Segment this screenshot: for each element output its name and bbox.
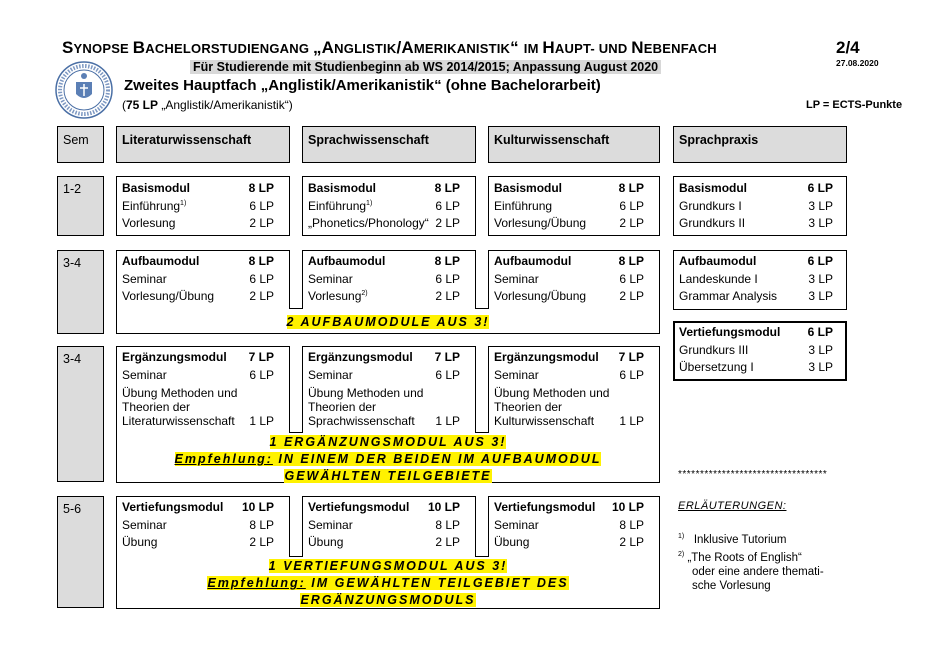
ergaenzungsmodul-literatur: Ergänzungsmodul 7 LP Seminar 6 LP Übung Methoden und Theorien der Literaturwissenschaft 1 LP <box>122 350 274 428</box>
column-header-sprachpraxis: Sprachpraxis <box>673 126 847 163</box>
ergaenzung-banner: 1 ERGÄNZUNGSMODUL AUS 3! Empfehlung: IN EINEM DER BEIDEN IM AUFBAUMODUL GEWÄHLTEN TEILGEBIETE <box>174 435 602 483</box>
aufbaumodul-kultur: Aufbaumodul 8 LP Seminar 6 LP Vorlesung/Übung 2 LP <box>494 254 644 303</box>
basismodul-kultur: Basismodul 8 LP Einführung 6 LP Vorlesung/Übung 2 LP <box>494 181 644 230</box>
sem-label-1-2: 1-2 <box>57 176 104 236</box>
document-subtitle: Für Studierende mit Studienbeginn ab WS 2014/2015; Anpassung August 2020 <box>190 60 661 74</box>
aufbaumodul-praxis: Aufbaumodul 6 LP Landeskunde I 3 LP Grammar Analysis 3 LP <box>679 254 833 303</box>
sem-label-3-4-ergaenzung: 3-4 <box>57 346 104 482</box>
aufbaumodul-literatur: Aufbaumodul 8 LP Seminar 6 LP Vorlesung/Übung 2 LP <box>122 254 274 303</box>
column-header-literatur: Literaturwissenschaft <box>116 126 290 163</box>
basismodul-praxis: Basismodul 6 LP Grundkurs I 3 LP Grundkurs II 3 LP <box>679 181 833 230</box>
column-header-kultur: Kulturwissenschaft <box>488 126 660 163</box>
aufbaumodul-sprach: Aufbaumodul 8 LP Seminar 6 LP Vorlesung$^{2)}$ 2 LP <box>308 254 460 303</box>
vertiefungsmodul-sprach: Vertiefungsmodul 10 LP Seminar 8 LP Übung 2 LP <box>308 500 460 549</box>
separator-stars: ********************************** <box>678 469 828 480</box>
column-header-sprach: Sprachwissenschaft <box>302 126 476 163</box>
footnote-2: $^{2)}$ „The Roots of English“ oder eine andere themati- sche Vorlesung <box>678 551 824 592</box>
aufbau-banner: 2 AUFBAUMODULE AUS 3! <box>286 315 490 329</box>
column-header-sem: Sem <box>57 126 104 163</box>
page-number: 2/4 <box>836 38 860 57</box>
document-title: SYNOPSE BACHELORSTUDIENGANG „ANGLISTIK/AMERIKANISTIK“ IM HAUPT- UND NEBENFACH <box>62 38 717 57</box>
ergaenzungsmodul-sprach: Ergänzungsmodul 7 LP Seminar 6 LP Übung Methoden und Theorien der Sprachwissenschaft 1 LP <box>308 350 460 428</box>
lp-legend: LP = ECTS-Punkte <box>806 99 903 111</box>
notes-title: ERLÄUTERUNGEN: <box>678 500 787 512</box>
vertiefungsmodul-praxis: Vertiefungsmodul 6 LP Grundkurs III 3 LP Übersetzung I 3 LP <box>679 325 833 374</box>
sem-label-5-6: 5-6 <box>57 496 104 608</box>
sem-label-3-4-aufbau: 3-4 <box>57 250 104 334</box>
vertiefungsmodul-kultur: Vertiefungsmodul 10 LP Seminar 8 LP Übung 2 LP <box>494 500 644 549</box>
footnote-1: $^{1)}$ Inklusive Tutorium <box>678 533 787 546</box>
document-date: 27.08.2020 <box>836 58 879 68</box>
section-subheading: (75 LP „Anglistik/Amerikanistik“) <box>122 98 293 112</box>
ergaenzungsmodul-kultur: Ergänzungsmodul 7 LP Seminar 6 LP Übung Methoden und Theorien der Kulturwissenschaft 1 LP <box>494 350 644 428</box>
basismodul-literatur: Basismodul 8 LP Einführung$^{1)}$ 6 LP Vorlesung 2 LP <box>122 181 274 230</box>
vertiefungsmodul-literatur: Vertiefungsmodul 10 LP Seminar 8 LP Übung 2 LP <box>122 500 274 549</box>
basismodul-sprach: Basismodul 8 LP Einführung$^{1)}$ 6 LP „Phonetics/Phonology“ 2 LP <box>308 181 460 230</box>
section-heading: Zweites Hauptfach „Anglistik/Amerikanistik“ (ohne Bachelorarbeit) <box>124 77 601 94</box>
vertiefung-banner: 1 VERTIEFUNGSMODUL AUS 3! Empfehlung: IM GEWÄHLTEN TEILGEBIET DES ERGÄNZUNGSMODULS <box>207 559 569 607</box>
